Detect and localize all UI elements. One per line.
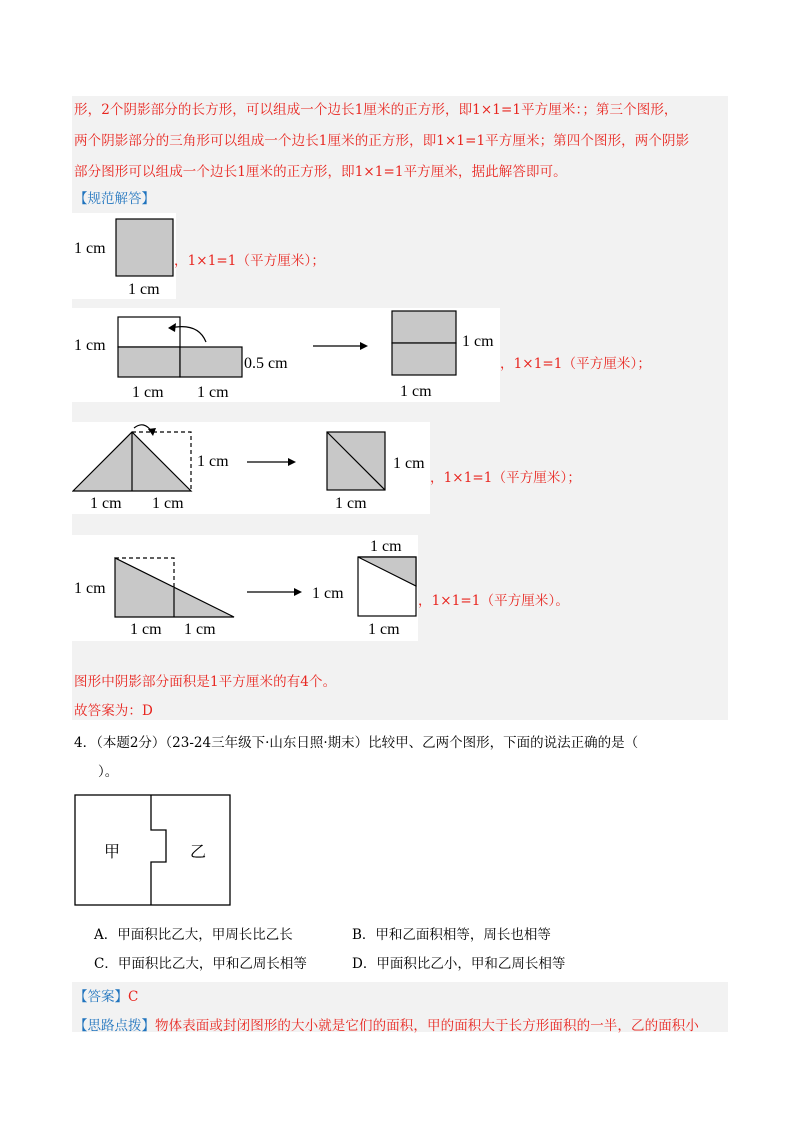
figure-2-drawing (72, 308, 500, 402)
fig2-result-bottom-label: 1 cm (400, 383, 432, 400)
figure-1-square (72, 213, 176, 299)
question-figure-drawing (74, 794, 232, 906)
result-2: ，1×1=1（平方厘米）； (500, 356, 651, 372)
result-4: ，1×1=1（平方厘米）。 (418, 593, 569, 609)
fig3-result-side-label: 1 cm (393, 455, 425, 472)
fig4-bottom-label-b: 1 cm (184, 621, 216, 638)
fig2-bottom-label-b: 1 cm (197, 384, 229, 401)
fig3-bottom-label-a: 1 cm (90, 495, 122, 512)
figure-3-panel (72, 422, 430, 514)
analysis-line-3: 部分图形可以组成一个边长1厘米的正方形，即1×1=1平方厘米，据此解答即可。 (74, 164, 567, 180)
answer-line: 故答案为：D (74, 703, 153, 719)
hint-text: 物体表面或封闭图形的大小就是它们的面积，甲的面积大于长方形面积的一半，乙的面积小 (155, 1018, 699, 1034)
summary-text: 图形中阴影部分面积是1平方厘米的有4个。 (74, 674, 337, 690)
label-jia: 甲 (104, 844, 121, 861)
fig4-result-top-label: 1 cm (370, 538, 402, 555)
fig1-side-label: 1 cm (74, 240, 106, 257)
hint-row (74, 1015, 699, 1035)
fig3-side-label: 1 cm (197, 453, 229, 470)
analysis-line-2: 两个阴影部分的三角形可以组成一个边长1厘米的正方形，即1×1=1平方厘米；第四个图形，两个阴影 (74, 133, 690, 149)
result-3: ，1×1=1（平方厘米）； (430, 470, 581, 486)
option-b[interactable]: B．甲和乙面积相等，周长也相等 (352, 927, 551, 943)
question-figure (74, 794, 232, 906)
hint-header: 【思路点拨】 (74, 1018, 155, 1034)
label-yi: 乙 (190, 844, 207, 861)
figure-1-panel (72, 213, 176, 299)
option-a[interactable]: A．甲面积比乙大，甲周长比乙长 (94, 927, 293, 943)
fig4-result-bottom-label: 1 cm (368, 621, 400, 638)
analysis-line-1: 形，2个阴影部分的长方形，可以组成一个边长1厘米的正方形，即1×1=1平方厘米：；第三个图形， (74, 102, 678, 118)
option-c[interactable]: C．甲面积比乙大，甲和乙周长相等 (94, 956, 307, 972)
fig4-result-side-label: 1 cm (312, 585, 344, 602)
figure-4-drawing (72, 535, 418, 641)
fig2-side-label: 1 cm (74, 337, 106, 354)
result-1: ，1×1=1（平方厘米）； (174, 253, 325, 269)
fig3-result-bottom-label: 1 cm (335, 495, 367, 512)
fig4-bottom-label-a: 1 cm (130, 621, 162, 638)
fig2-result-side-label: 1 cm (462, 333, 494, 350)
figure-3-drawing (72, 422, 430, 514)
fig4-side-label: 1 cm (74, 580, 106, 597)
question-line-2: ）。 (98, 764, 119, 780)
figure-4-panel (72, 535, 418, 641)
fig1-bottom-label: 1 cm (128, 281, 160, 298)
solution-header: 【规范解答】 (74, 191, 155, 207)
answer-header: 【答案】 (74, 989, 128, 1005)
answer-row (74, 986, 138, 1006)
option-d[interactable]: D．甲面积比乙小，甲和乙周长相等 (352, 956, 566, 972)
fig3-bottom-label-b: 1 cm (152, 495, 184, 512)
answer-value: C (128, 989, 139, 1005)
fig2-half-label: 0.5 cm (244, 355, 288, 372)
fig2-bottom-label-a: 1 cm (132, 384, 164, 401)
question-line-1: 4．（本题2分）（23-24三年级下·山东日照·期末）比较甲、乙两个图形，下面的说法正确的是（ (74, 735, 639, 751)
figure-2-panel (72, 308, 500, 402)
